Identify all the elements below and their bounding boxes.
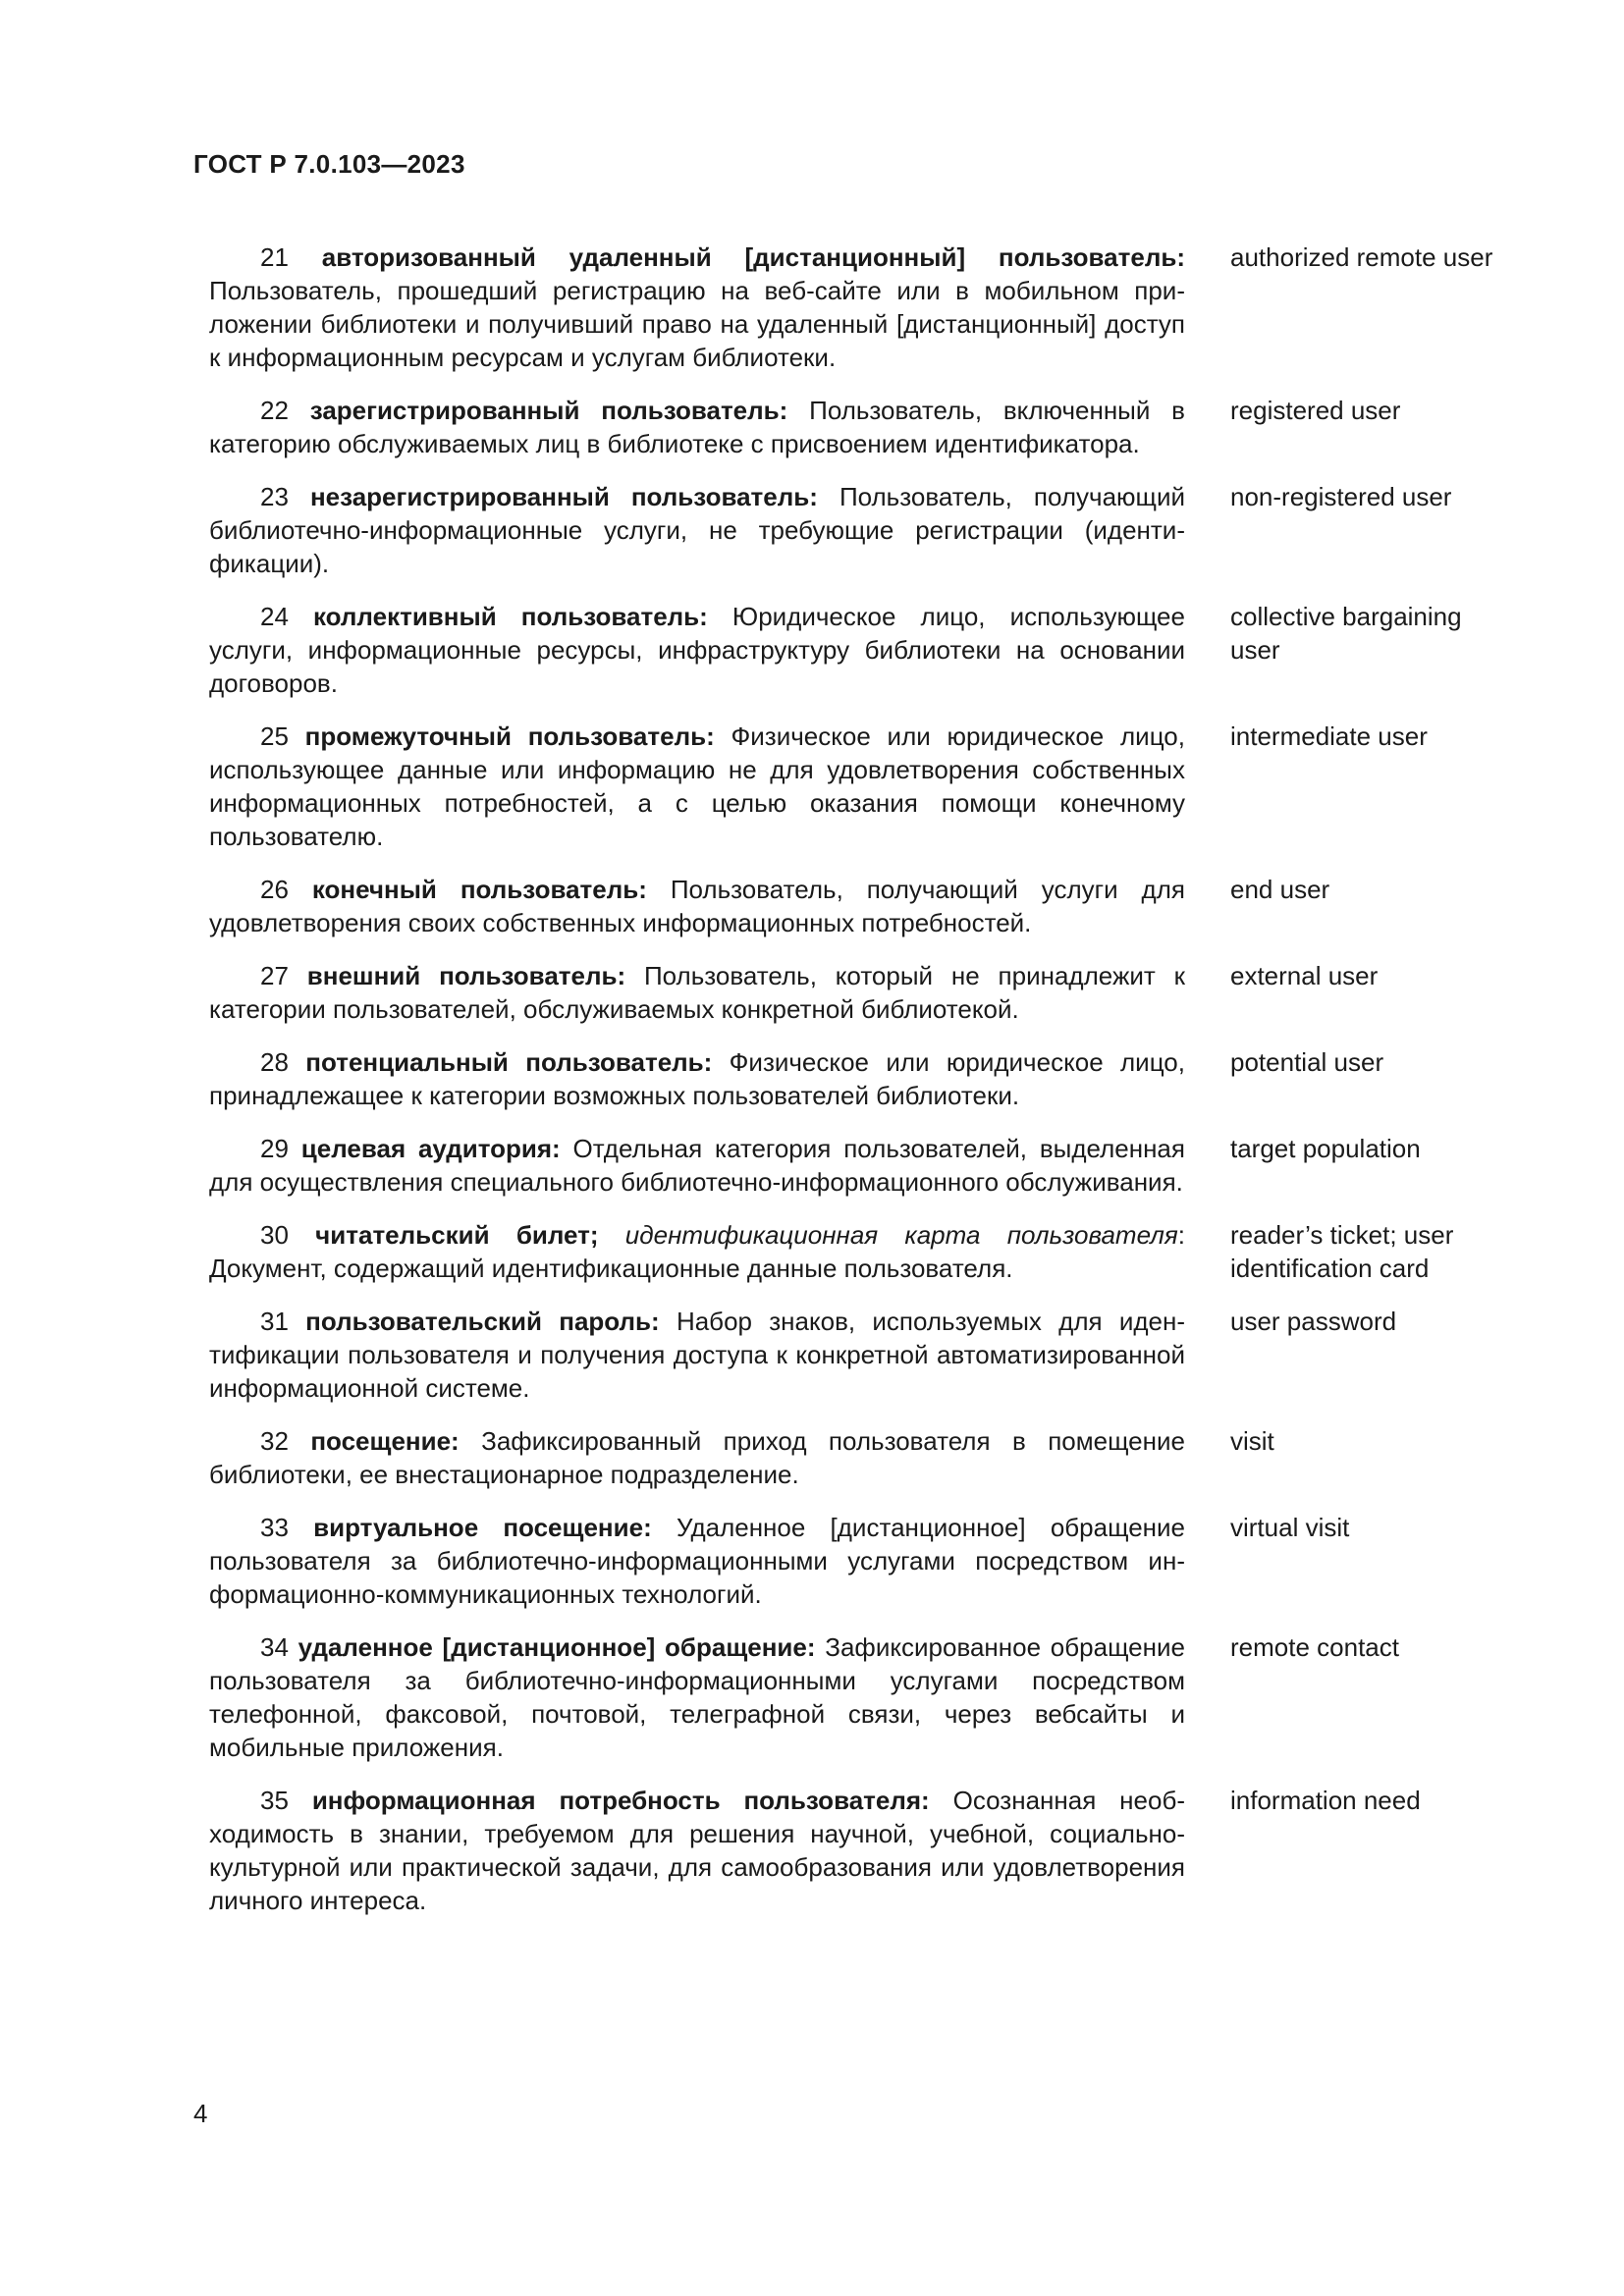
term-english: visit	[1230, 1426, 1274, 1456]
term-name: информационная потребность пользователя:	[311, 1786, 930, 1815]
term-english: remote contact	[1230, 1632, 1399, 1662]
term-entry	[209, 480, 1505, 580]
term-name: зарегистрированный пользователь:	[309, 396, 788, 425]
term-definition-block	[209, 1784, 1185, 1917]
term-english: non-registered user	[1230, 482, 1452, 511]
term-entry	[209, 720, 1505, 853]
term-english: authorized remote user	[1230, 242, 1493, 272]
term-name: читательский билет;	[315, 1220, 599, 1250]
term-definition-block	[209, 480, 1185, 580]
term-english: reader’s ticket; user identification card	[1230, 1220, 1454, 1283]
term-english: information need	[1230, 1786, 1421, 1815]
term-english: registered user	[1230, 396, 1401, 425]
term-entry	[209, 240, 1505, 374]
term-definition: Физическое или юридическое лицо, принадлежащее к категории возможных пользователей библиотеки.	[209, 1047, 1185, 1110]
term-definition-block	[209, 1132, 1185, 1199]
term-entry	[209, 1045, 1505, 1112]
term-english: user password	[1230, 1307, 1397, 1336]
term-number: 23	[260, 482, 289, 511]
term-english: intermediate user	[1230, 721, 1428, 751]
term-number: 21	[260, 242, 289, 272]
term-english: potential user	[1230, 1047, 1384, 1077]
term-definition-block	[209, 959, 1185, 1026]
term-number: 26	[260, 875, 289, 904]
term-name: внешний пользователь:	[306, 961, 626, 990]
term-definition: Отдельная категория пользователей, выделенная для осуществления специального библиотечно-информационного обслуживания.	[209, 1134, 1185, 1197]
term-english: external user	[1230, 961, 1379, 990]
term-number: 27	[260, 961, 289, 990]
term-definition-block: 30 читательский билет; идентификационная карта пользователя: Документ, содержащий идентификационные данные пользователя.	[209, 1220, 1185, 1283]
term-entry	[209, 1630, 1505, 1764]
term-english: collective bargaining user	[1230, 602, 1462, 665]
term-definition: Удаленное [дистанционное] обращение пользователя за библиотечно-информационными услугами посредством информационно-коммуникационных технологий.	[209, 1513, 1186, 1609]
term-entry	[209, 1218, 1505, 1285]
term-number: 24	[260, 602, 289, 631]
term-name: посещение:	[310, 1426, 460, 1456]
term-entry	[209, 873, 1505, 939]
term-definition: Пользователь, включенный в категорию обслуживаемых лиц в библиотеке с присвоением идентификатора.	[209, 396, 1185, 458]
term-definition-block	[209, 873, 1185, 939]
term-number: 22	[260, 396, 289, 425]
term-number: 28	[260, 1047, 289, 1077]
term-definition-block	[209, 394, 1185, 460]
term-english: target population	[1230, 1134, 1421, 1163]
term-definition: Зафиксированное обращение пользователя за библиотечно-информационными услугами посредством телефонной, факсовой, почтовой, телеграфной связи, через вебсайты и мобильные приложения.	[209, 1632, 1185, 1762]
term-synonym: идентификационная карта пользователя	[624, 1220, 1178, 1250]
term-definition-block	[209, 1305, 1185, 1405]
term-entry	[209, 1784, 1505, 1917]
term-definition: Набор знаков, используемых для идентификации пользователя и получения доступа к конкретной автоматизированной информационной системе.	[209, 1307, 1185, 1403]
term-name: авторизованный удаленный [дистанционный] пользователь:	[321, 242, 1185, 272]
term-entry	[209, 600, 1505, 700]
term-number: 34	[260, 1632, 289, 1662]
term-definition: Пользователь, который не принадлежит к категории пользователей, обслуживаемых конкретной библиотекой.	[209, 961, 1185, 1024]
term-entry	[209, 1511, 1505, 1611]
term-entry	[209, 1132, 1505, 1199]
term-definition-block	[209, 1630, 1185, 1764]
term-name: пользовательский пароль:	[305, 1307, 660, 1336]
term-entry	[209, 394, 1505, 460]
term-definition: Пользователь, получающий библиотечно-информационные услуги, не требующие регистрации (идентификации).	[209, 482, 1185, 578]
term-number: 32	[260, 1426, 289, 1456]
term-definition-block	[209, 720, 1185, 853]
term-definition-block	[209, 1511, 1185, 1611]
term-name: коллективный пользователь:	[313, 602, 708, 631]
term-number: 31	[260, 1307, 289, 1336]
term-definition: Юридическое лицо, использующее услуги, информационные ресурсы, инфраструктуру библиотеки на основании договоров.	[209, 602, 1185, 698]
term-entry	[209, 959, 1505, 1026]
term-definition: Осознанная необходимость в знании, требуемом для решения научной, учебной, социально-культурной или практической задачи, для самообразования или удовлетворения личного интереса.	[209, 1786, 1186, 1915]
term-definition-block	[209, 600, 1185, 700]
term-name: промежуточный пользователь:	[304, 721, 715, 751]
term-name: незарегистрированный пользователь:	[309, 482, 818, 511]
page-number: 4	[193, 2099, 208, 2128]
term-name: потенциальный пользователь:	[305, 1047, 713, 1077]
term-definition: Зафиксированный приход пользователя в помещение библиотеки, ее внестационарное подразделение.	[209, 1426, 1185, 1489]
term-definition-block	[209, 240, 1185, 374]
term-name: удаленное [дистанционное] обращение:	[298, 1632, 816, 1662]
term-number: 29	[260, 1134, 289, 1163]
term-name: целевая аудитория:	[300, 1134, 561, 1163]
term-number: 35	[260, 1786, 289, 1815]
term-number: 33	[260, 1513, 289, 1542]
term-definition: Пользователь, получающий услуги для удовлетворения своих собственных информационных потребностей.	[209, 875, 1185, 937]
term-definition-block	[209, 1045, 1185, 1112]
term-entry	[209, 1305, 1505, 1405]
term-english: virtual visit	[1230, 1513, 1350, 1542]
document-header: ГОСТ Р 7.0.103—2023	[193, 149, 465, 179]
term-number: 30	[260, 1220, 289, 1250]
term-number: 25	[260, 721, 289, 751]
term-english: end user	[1230, 875, 1330, 904]
terms-list	[209, 240, 1505, 1937]
term-name: конечный пользователь:	[311, 875, 647, 904]
term-definition: Документ, содержащий идентификационные данные пользователя.	[209, 1254, 1013, 1283]
term-definition-block	[209, 1424, 1185, 1491]
term-name: виртуальное посещение:	[313, 1513, 652, 1542]
term-entry	[209, 1424, 1505, 1491]
term-definition: Физическое или юридическое лицо, использующее данные или информацию не для удовлетворения собственных информационных потребностей, а с целью оказания помощи конечному пользователю.	[209, 721, 1185, 851]
term-definition: Пользователь, прошедший регистрацию на веб-сайте или в мобильном приложении библиотеки и получивший право на удаленный [дистанционный] доступ к информационным ресурсам и услугам библиотеки.	[209, 276, 1185, 372]
